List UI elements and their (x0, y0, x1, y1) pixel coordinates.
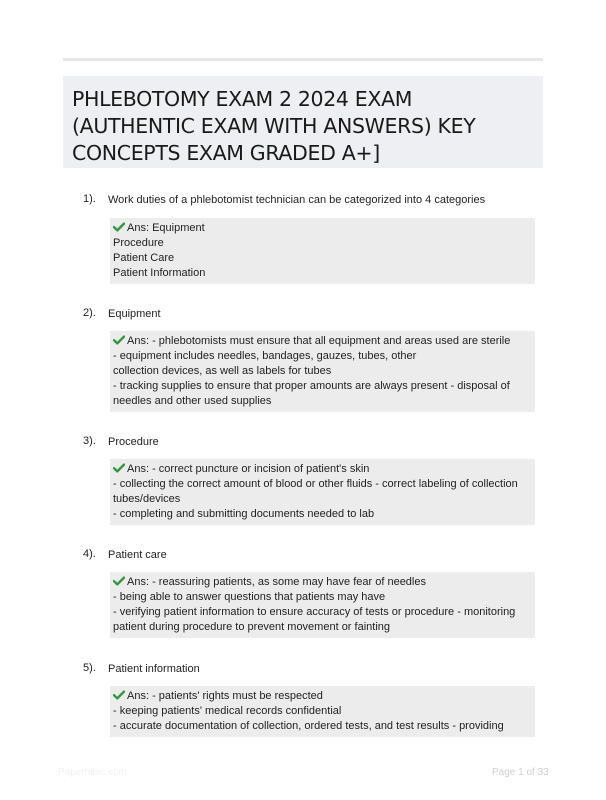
answer-line (113, 266, 532, 281)
answer-text: - being able to answer questions that patients may have (113, 591, 386, 603)
checkmark-icon (113, 222, 125, 232)
title-banner (63, 76, 543, 168)
answer-text: Ans: Equipment (127, 222, 205, 234)
answer-line (113, 334, 532, 349)
answer-line (113, 492, 532, 507)
answer-text: Patient Care (113, 252, 175, 264)
answer-text: - verifying patient information to ensure accuracy of tests or procedure - monitoring (113, 606, 516, 618)
answer-line (113, 575, 532, 590)
footer-watermark: Paperhibic.com (58, 767, 127, 778)
answer-box (110, 686, 535, 737)
question-text: Patient care (108, 549, 167, 561)
answer-line (113, 379, 532, 394)
page-title: PHLEBOTOMY EXAM 2 2024 EXAM (AUTHENTIC EXAM WITH ANSWERS) KEY CONCEPTS EXAM GRADED A+] (72, 87, 476, 165)
question-text: Work duties of a phlebotomist technician can be categorized into 4 categories (108, 194, 486, 206)
question-number: 1). (83, 193, 96, 205)
answer-line (113, 605, 532, 620)
answer-text: - keeping patients' medical records confidential (113, 705, 342, 717)
answer-line (113, 221, 532, 236)
checkmark-icon (113, 690, 125, 700)
question-number: 2). (83, 307, 96, 319)
question-text: Procedure (108, 436, 159, 448)
answer-text: Ans: - phlebotomists must ensure that all equipment and areas used are sterile (127, 335, 511, 347)
answer-line (113, 477, 532, 492)
answer-text: Patient Information (113, 267, 206, 279)
answer-text: - equipment includes needles, bandages, gauzes, tubes, other (113, 350, 417, 362)
checkmark-icon (113, 576, 125, 586)
question-number: 4). (83, 548, 96, 560)
answer-text: - collecting the correct amount of blood or other fluids - correct labeling of collection (113, 478, 518, 490)
answer-box (110, 331, 535, 412)
question-number: 3). (83, 435, 96, 447)
answer-line (113, 364, 532, 379)
question-text: Equipment (108, 308, 161, 320)
answer-line (113, 704, 532, 719)
question-text: Patient information (108, 663, 200, 675)
page-number: Page 1 of 33 (492, 767, 549, 778)
answer-box (110, 459, 535, 525)
answer-text: tubes/devices (113, 493, 181, 505)
answer-text: - accurate documentation of collection, ordered tests, and test results - providing (113, 720, 504, 732)
answer-box (110, 572, 535, 638)
answer-text: Ans: - patients' rights must be respected (127, 690, 323, 702)
checkmark-icon (113, 463, 125, 473)
checkmark-icon (113, 335, 125, 345)
answer-line (113, 251, 532, 266)
answer-box (110, 218, 535, 284)
answer-line (113, 689, 532, 704)
answer-line (113, 236, 532, 251)
answer-line (113, 462, 532, 477)
answer-text: - tracking supplies to ensure that proper amounts are always present - disposal of (113, 380, 510, 392)
answer-line (113, 349, 532, 364)
answer-text: - completing and submitting documents needed to lab (113, 508, 375, 520)
answer-line (113, 394, 532, 409)
answer-text: collection devices, as well as labels for tubes (113, 365, 332, 377)
answer-text: Ans: - correct puncture or incision of patient's skin (127, 463, 370, 475)
answer-line (113, 620, 532, 635)
answer-text: Procedure (113, 237, 164, 249)
answer-line (113, 590, 532, 605)
question-number: 5). (83, 662, 96, 674)
answer-text: needles and other used supplies (113, 395, 272, 407)
answer-text: patient during procedure to prevent movement or fainting (113, 621, 390, 633)
answer-line (113, 507, 532, 522)
top-divider (63, 58, 543, 61)
answer-line (113, 719, 532, 734)
answer-text: Ans: - reassuring patients, as some may have fear of needles (127, 576, 426, 588)
